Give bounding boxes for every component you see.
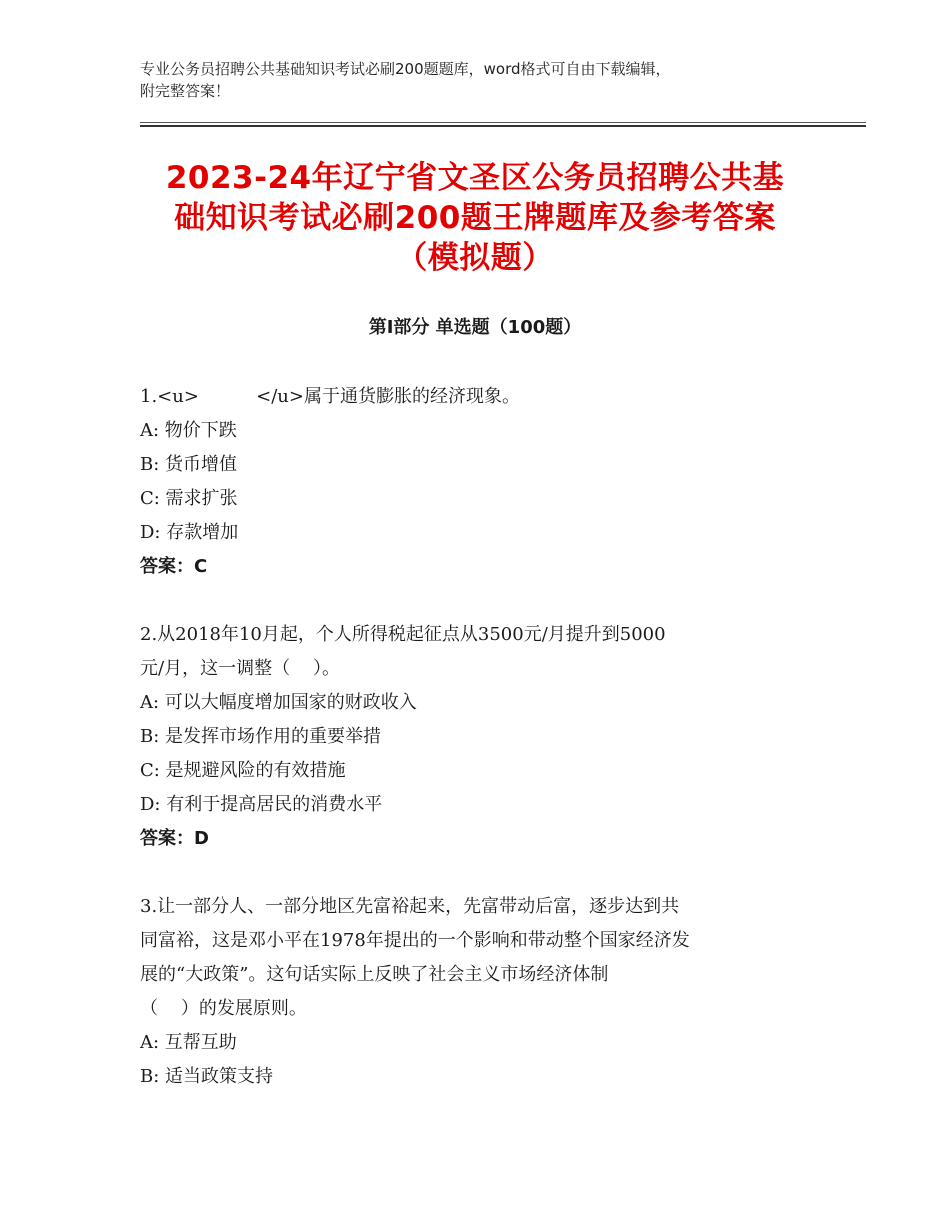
option-d: D: 有利于提高居民的消费水平 xyxy=(140,794,383,815)
question-stem-line: 展的“大政策”。这句话实际上反映了社会主义市场经济体制 xyxy=(140,964,609,985)
question-stem-line: （ ）的发展原则。 xyxy=(140,998,307,1019)
question-stem xyxy=(140,618,810,686)
header-note-line1: 专业公务员招聘公共基础知识考试必刷200题题库，word格式可自由下载编辑， xyxy=(140,60,671,78)
question-3 xyxy=(140,890,810,1094)
header-divider-thick xyxy=(140,125,866,127)
option-a: A: 互帮互助 xyxy=(140,1032,237,1053)
option-b: B: 是发挥市场作用的重要举措 xyxy=(140,726,382,747)
header-divider-thin xyxy=(140,122,866,123)
option-c: C: 是规避风险的有效措施 xyxy=(140,760,346,781)
question-list xyxy=(140,380,810,1128)
option-c: C: 需求扩张 xyxy=(140,488,238,509)
question-1 xyxy=(140,380,810,584)
question-stem-line: 1.<u> </u>属于通货膨胀的经济现象。 xyxy=(140,386,520,407)
option-a: A: 物价下跌 xyxy=(140,420,237,441)
header-note-line2: 附完整答案！ xyxy=(140,82,231,100)
title-line2: 础知识考试必刷200题王牌题库及参考答案 xyxy=(174,200,776,236)
title-line1: 2023-24年辽宁省文圣区公务员招聘公共基 xyxy=(165,160,785,196)
answer: 答案：D xyxy=(140,828,209,849)
question-stem-line: 同富裕，这是邓小平在1978年提出的一个影响和带动整个国家经济发 xyxy=(140,930,690,951)
question-stem-line: 2.从2018年10月起，个人所得税起征点从3500元/月提升到5000 xyxy=(140,624,666,645)
header-note xyxy=(140,58,840,102)
option-d: D: 存款增加 xyxy=(140,522,239,543)
question-stem xyxy=(140,380,810,414)
question-stem-line: 元/月，这一调整（ ）。 xyxy=(140,658,340,679)
option-b: B: 货币增值 xyxy=(140,454,238,475)
title-line3: （模拟题） xyxy=(396,240,554,276)
question-stem-line: 3.让一部分人、一部分地区先富裕起来，先富带动后富，逐步达到共 xyxy=(140,896,680,917)
question-2 xyxy=(140,618,810,856)
answer: 答案：C xyxy=(140,556,208,577)
option-b: B: 适当政策支持 xyxy=(140,1066,274,1087)
option-a: A: 可以大幅度增加国家的财政收入 xyxy=(140,692,417,713)
question-stem xyxy=(140,890,810,1026)
document-title xyxy=(140,158,810,278)
section-heading: 第Ⅰ部分 单选题（100题） xyxy=(368,317,582,338)
